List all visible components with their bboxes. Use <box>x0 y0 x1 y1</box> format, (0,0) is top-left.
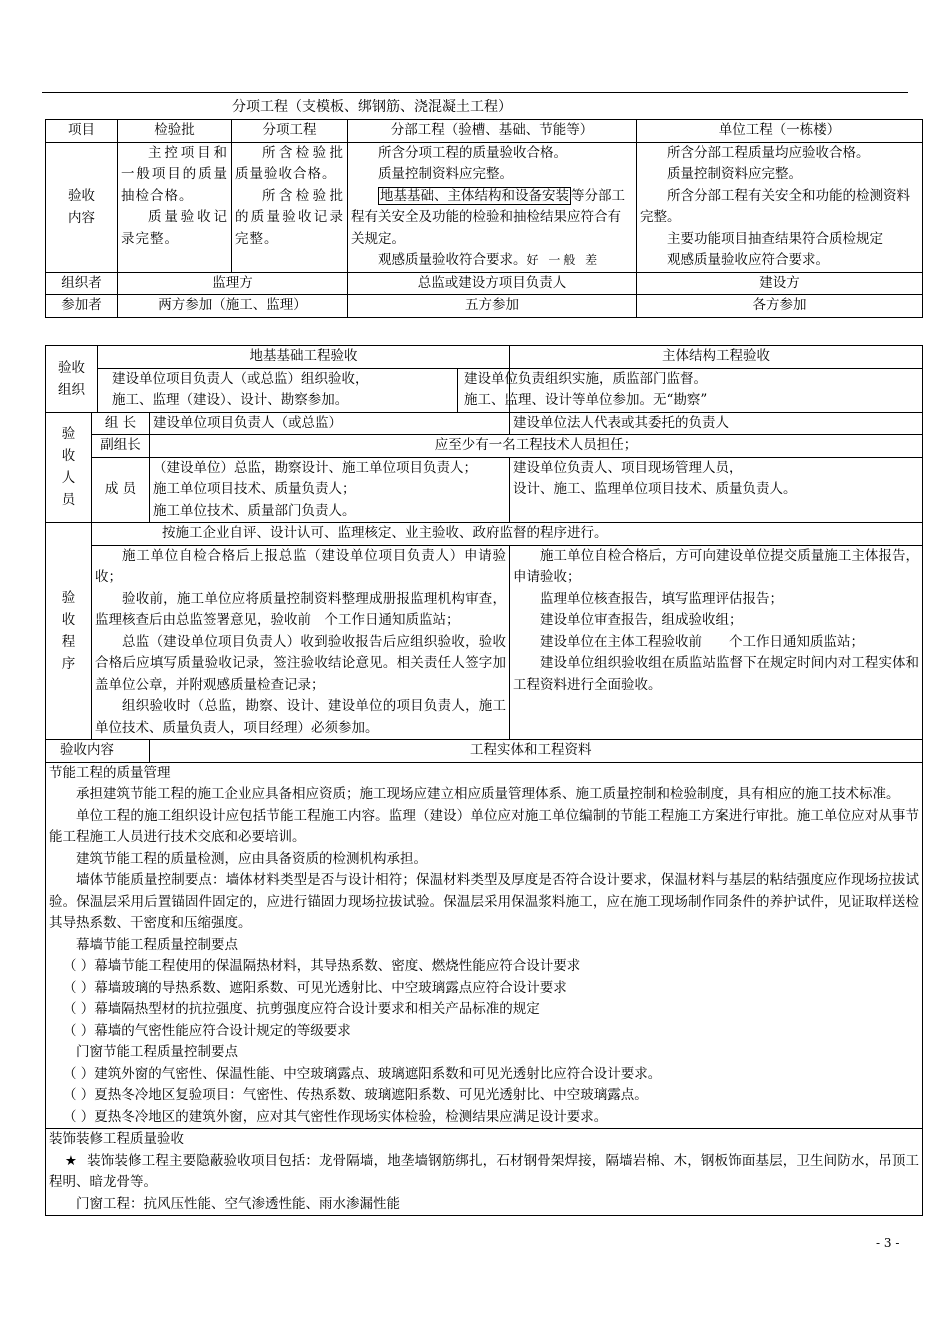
header-inspection-lot: 检验批 <box>118 120 232 143</box>
structure-header: 主体结构工程验收 <box>510 346 923 369</box>
leader-foundation: 建设单位项目负责人（或总监） <box>150 412 510 435</box>
foundation-structure-table <box>45 345 923 1216</box>
curtain-item-3: （ ）幕墙隔热型材的抗拉强度、抗剪强度应符合设计要求和相关产品标准的规定 <box>63 1001 540 1017</box>
member-structure-line-1: 建设单位负责人、项目现场管理人员， <box>513 459 743 476</box>
procedure-structure-step-3: 建设单位审查报告，组成验收组； <box>540 612 743 628</box>
window-item-3: （ ）夏热冬冷地区的建筑外窗，应对其气密性作现场实体检验，检测结果应满足设计要求。 <box>63 1108 608 1125</box>
page-number: - 3 - <box>876 1236 900 1250</box>
energy-para-3: 建筑节能工程的质量检测，应由具备资质的检测机构承担。 <box>76 850 427 867</box>
lot-text-2: 质量验收记录完整。 <box>121 209 228 247</box>
deputy-label: 副组长 <box>92 435 150 458</box>
boxed-highlight: 地基基础、主体结构和设备安装 <box>380 187 569 204</box>
sub-item-text-1: 所含检验批质量验收合格。 <box>235 144 344 182</box>
org-header-row <box>46 346 923 369</box>
energy-title: 节能工程的质量管理 <box>49 764 171 781</box>
table1-content-row <box>46 142 923 272</box>
decoration-title: 装饰装修工程质量验收 <box>49 1131 184 1147</box>
header-unit: 单位工程（一栋楼） <box>637 120 923 143</box>
procedure-structure-step-4: 建设单位在主体工程验收前 个工作日通知质监站； <box>540 633 865 650</box>
unit-text-2: 质量控制资料应完整。 <box>667 166 802 182</box>
curtain-title: 幕墙节能工程质量控制要点 <box>76 936 238 953</box>
deputy-row <box>46 435 923 458</box>
header-item: 项目 <box>46 120 118 143</box>
organizer-row <box>46 272 923 295</box>
energy-row <box>46 762 923 1129</box>
grade-options: 好 一般 差 <box>526 253 601 267</box>
procedure-foundation-step-1: 施工单位自检合格后上报总监（建设单位项目负责人）申请验收； <box>95 547 507 585</box>
participant-row <box>46 295 923 318</box>
organizer-unit: 建设方 <box>637 272 923 295</box>
member-label: 成 员 <box>92 457 150 523</box>
participant-lot-item: 两方参加（施工、监理） <box>118 295 348 318</box>
org-label <box>46 346 98 413</box>
header-sub-division: 分部工程（验槽、基础、节能等） <box>348 120 637 143</box>
content-row <box>46 740 923 763</box>
curtain-item-1: （ ）幕墙节能工程使用的保温隔热材料，其导热系数、密度、燃烧性能应符合设计要求 <box>63 958 581 974</box>
org-label-text: 验收组织 <box>58 359 85 398</box>
curtain-item-4: （ ）幕墙的气密性能应符合设计规定的等级要求 <box>63 1022 351 1039</box>
energy-para-1: 承担建筑节能工程的施工企业应具备相应资质；施工现场应建立相应质量管理体系、施工质量控制和检验制度，具有相应的施工技术标准。 <box>76 786 900 802</box>
procedure-foundation <box>92 545 510 740</box>
unit-cell <box>637 142 923 272</box>
foundation-header: 地基基础工程验收 <box>98 346 510 369</box>
window-item-1: （ ）建筑外窗的气密性、保温性能、中空玻璃露点、玻璃遮阳系数和可见光透射比应符合设计要求。 <box>63 1065 662 1082</box>
procedure-head-row <box>46 523 923 546</box>
foundation-org <box>98 368 510 412</box>
header-sub-item: 分项工程 <box>232 120 348 143</box>
deputy-value: 应至少有一名工程技术人员担任； <box>150 435 923 458</box>
section-caption: 分项工程（支模板、绑钢筋、浇混凝土工程） <box>232 99 512 115</box>
decoration-section <box>46 1129 923 1216</box>
structure-org-line-2: 施工、监理、设计等单位参加。无“勘察” <box>464 392 708 408</box>
sub-division-text-3-tail: 等分部工程有关安全及功能的检验和抽检结果应符合有关规定。 <box>351 187 625 247</box>
sub-division-text-2: 质量控制资料应完整。 <box>378 166 513 182</box>
decoration-star-text: 装饰装修工程主要隐蔽验收项目包括：龙骨隔墙，地垄墙钢筋绑扎，石材钢骨架焊接，隔墙岩棉、木，钢板饰面基层，卫生间防水，吊顶工程明、暗龙骨等。 <box>49 1152 920 1190</box>
decoration-star-para <box>49 1151 919 1194</box>
leader-structure: 建设单位法人代表或其委托的负责人 <box>510 412 923 435</box>
procedure-label <box>46 523 92 740</box>
window-title: 门窗节能工程质量控制要点 <box>76 1044 238 1060</box>
procedure-structure-step-1: 施工单位自检合格后，方可向建设单位提交质量施工主体报告，申请验收； <box>513 547 920 585</box>
sub-division-text-1: 所含分项工程的质量验收合格。 <box>378 144 567 161</box>
procedure-head: 按施工企业自评、设计认可、监理核定、业主验收、政府监督的程序进行。 <box>92 523 923 546</box>
curtain-item-2: （ ）幕墙玻璃的导热系数、遮阳系数、可见光透射比、中空玻璃露点应符合设计要求 <box>63 979 567 996</box>
structure-org-inner <box>457 369 919 412</box>
energy-para-2: 单位工程的施工组织设计应包括节能工程施工内容。监理（建设）单位应对施工单位编制的节能工程施工方案进行审批。施工单位应对从事节能工程施工人员进行技术交底和必要培训。 <box>49 807 920 845</box>
member-row <box>46 457 923 523</box>
procedure-foundation-step-3: 总监（建设单位项目负责人）收到验收报告后应组织验收，验收合格后应填写质量验收记录，签注验收结论意见。相关责任人签字加盖单位公章，并附观感质量检查记录； <box>95 633 507 693</box>
member-foundation-line-1: （建设单位）总监，勘察设计、施工单位项目负责人； <box>153 459 477 476</box>
top-rule <box>42 92 908 93</box>
procedure-foundation-step-4: 组织验收时（总监，勘察、设计、建设单位的项目负责人，施工单位技术、质量负责人，项目经理）必须参加。 <box>95 698 507 736</box>
organizer-lot-item: 监理方 <box>118 272 348 295</box>
organizer-sub-division: 总监或建设方项目负责人 <box>348 272 637 295</box>
participant-sub-division: 五方参加 <box>348 295 637 318</box>
leader-row <box>46 412 923 435</box>
staff-label <box>46 412 92 523</box>
energy-para-4: 墙体节能质量控制要点：墙体材料类型是否与设计相符；保温材料类型及厚度是否符合设计要求，保温材料与基层的粘结强度应作现场拉拔试验。保温层采用后置锚固件固定的，应进行锚固力现场拉拔试验。保温层采用保温浆料施工，应在施工现场制作同条件的养护试件，见证取样送检其导热系数、干密度和压缩强度。 <box>49 872 920 931</box>
member-foundation-line-3: 施工单位技术、质量部门负责人。 <box>153 502 356 519</box>
procedure-content-row <box>46 545 923 740</box>
unit-text-1: 所含分部工程质量均应验收合格。 <box>667 144 870 161</box>
unit-text-4: 主要功能项目抽查结果符合质检规定 <box>667 230 883 247</box>
structure-org-line-1: 建设单位负责组织实施，质监部门监督。 <box>464 370 708 387</box>
decoration-row <box>46 1129 923 1216</box>
lot-text-1: 主控项目和一般项目的质量抽检合格。 <box>121 144 228 204</box>
procedure-structure <box>510 545 923 740</box>
star-icon: ★ <box>64 1152 77 1169</box>
energy-section <box>46 762 923 1129</box>
procedure-label-text: 验收程序 <box>61 590 76 672</box>
unit-text-3: 所含分部工程有关安全和功能的检测资料完整。 <box>640 187 910 225</box>
procedure-foundation-step-2: 验收前，施工单位应将质量控制资料整理成册报监理机构审查，监理核查后由总监签署意见，验收前 个工作日通知质监站； <box>95 590 507 628</box>
sub-division-text-4-main: 观感质量验收符合要求。 <box>378 252 527 268</box>
sub-division-text-4 <box>351 250 633 272</box>
table1-header-row <box>46 120 923 143</box>
procedure-structure-step-2: 监理单位核查报告，填写监理评估报告； <box>540 590 784 607</box>
structure-org <box>464 368 923 412</box>
member-structure-line-2: 设计、施工、监理单位项目技术、质量负责人。 <box>513 481 797 497</box>
content-value: 工程实体和工程资料 <box>150 740 923 763</box>
org-content-row <box>46 368 923 412</box>
sub-item-text-2: 所含检验批的质量验收记录完整。 <box>235 187 344 247</box>
decoration-door: 门窗工程：抗风压性能、空气渗透性能、雨水渗漏性能 <box>76 1195 400 1212</box>
window-item-2: （ ）夏热冬冷地区复验项目：气密性、传热系数、玻璃遮阳系数、可见光透射比、中空玻璃露点。 <box>63 1087 648 1103</box>
staff-label-text: 验收人员 <box>61 426 76 509</box>
content-label: 验收内容 <box>46 740 150 763</box>
foundation-org-line-2: 施工、监理（建设）、设计、勘察参加。 <box>112 392 349 408</box>
sub-division-text-3 <box>351 186 633 251</box>
participant-label: 参加者 <box>46 295 118 318</box>
member-foundation <box>150 457 510 523</box>
sub-division-cell <box>348 142 637 272</box>
inspection-lot-cell <box>118 142 232 272</box>
member-structure <box>510 457 923 523</box>
leader-label: 组 长 <box>92 412 150 435</box>
unit-text-5: 观感质量验收应符合要求。 <box>667 252 829 268</box>
acceptance-levels-table <box>45 119 923 318</box>
organizer-label: 组织者 <box>46 272 118 295</box>
sub-item-cell <box>232 142 348 272</box>
participant-unit: 各方参加 <box>637 295 923 318</box>
content-row-label: 验收内容 <box>46 142 118 272</box>
member-foundation-line-2: 施工单位项目技术、质量负责人； <box>153 481 356 497</box>
foundation-org-line-1: 建设单位项目负责人（或总监）组织验收， <box>112 370 369 387</box>
procedure-structure-step-5: 建设单位组织验收组在质监站监督下在规定时间内对工程实体和工程资料进行全面验收。 <box>513 655 920 693</box>
